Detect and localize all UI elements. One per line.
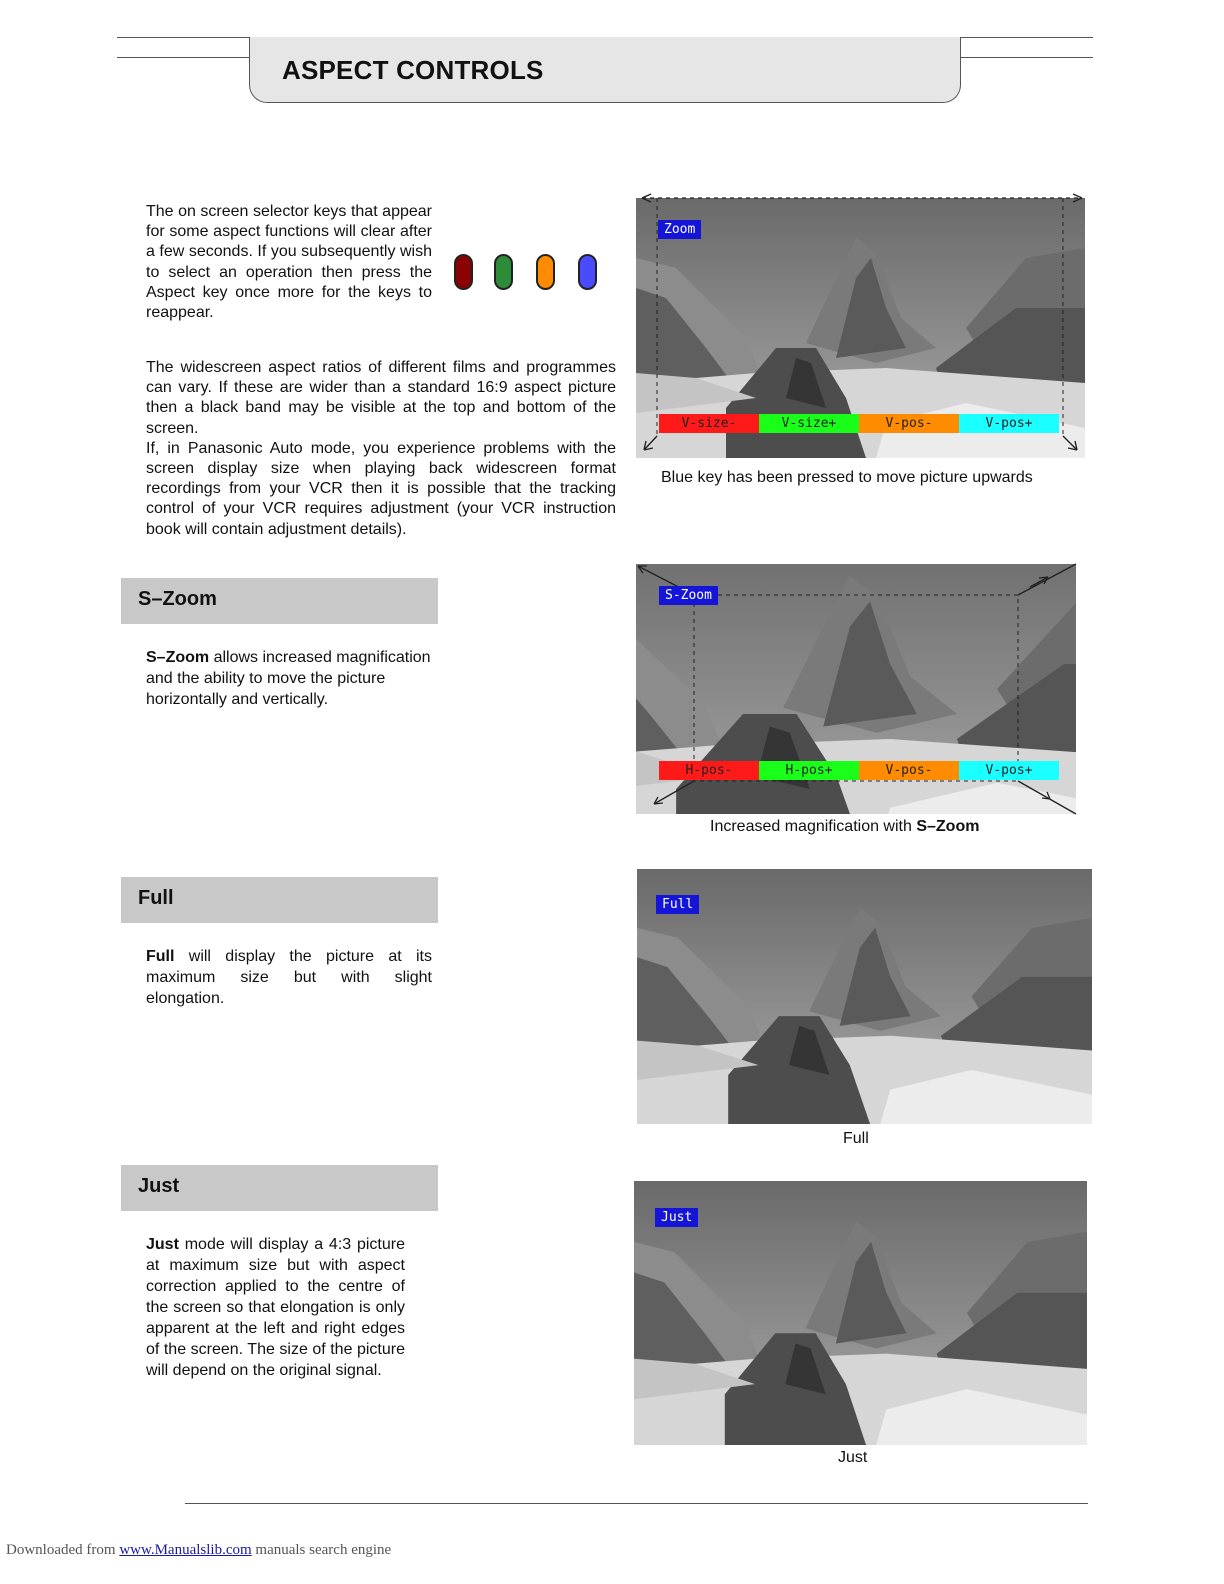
footer-suffix: manuals search engine xyxy=(251,1542,392,1558)
full-heading: Full xyxy=(138,887,174,909)
header-rule-right-lower xyxy=(961,57,1093,58)
just-picture xyxy=(634,1181,1087,1445)
osd-button-h-pos-plus[interactable]: H-pos+ xyxy=(759,761,859,780)
full-picture xyxy=(637,869,1092,1124)
widescreen-paragraph-2: If, in Panasonic Auto mode, you experience problems with the screen display size when playing back widescreen format recordings from your VCR then it is possible that the tracking control of your VCR requires adjustment (your VCR instruction book will contain adjustment details). xyxy=(146,439,616,538)
szoom-heading: S–Zoom xyxy=(138,588,217,610)
szoom-caption-prefix: Increased magnification with xyxy=(710,818,917,835)
szoom-heading-bar xyxy=(121,578,438,624)
green-key-icon xyxy=(494,254,513,290)
full-bold: Full xyxy=(146,948,175,965)
manualslib-link[interactable]: www.Manualslib.com xyxy=(119,1542,252,1558)
szoom-mode-tag: S-Zoom xyxy=(659,586,718,605)
full-caption: Full xyxy=(843,1130,869,1147)
red-key-icon xyxy=(454,254,473,290)
just-text xyxy=(146,1234,405,1381)
osd-button-v-pos-plus[interactable]: V-pos+ xyxy=(959,761,1059,780)
zoom-mode-tag: Zoom xyxy=(658,220,701,239)
szoom-caption-bold: S–Zoom xyxy=(916,818,980,835)
szoom-bold: S–Zoom xyxy=(146,649,210,666)
full-mode-tag: Full xyxy=(656,895,699,914)
zoom-caption: Blue key has been pressed to move picture upwards xyxy=(661,469,1033,486)
szoom-caption xyxy=(710,817,979,837)
yellow-key-icon xyxy=(536,254,555,290)
selector-keys-text xyxy=(146,202,432,323)
download-footer xyxy=(6,1542,391,1559)
just-mode-tag: Just xyxy=(655,1208,698,1227)
osd-button-h-pos-minus[interactable]: H-pos- xyxy=(659,761,759,780)
full-description: will display the picture at its maximum size but with slight elongation. xyxy=(146,948,432,1007)
just-description: mode will display a 4:3 picture at maximum size but with aspect correction applied to the centre of the screen so that elongation is only apparent at the left and right edges of the screen. The size of the picture will depend on the original signal. xyxy=(146,1236,405,1379)
szoom-osd-buttons xyxy=(659,761,1059,780)
header-rule-left-lower xyxy=(117,57,249,58)
szoom-description: allows increased magnification and the ability to move the picture horizontally and vertically. xyxy=(146,649,431,708)
osd-button-v-pos-minus[interactable]: V-pos- xyxy=(859,761,959,780)
widescreen-text xyxy=(146,358,616,540)
widescreen-paragraph-1: The widescreen aspect ratios of different films and programmes can vary. If these are wider than a standard 16:9 aspect picture then a black band may be visible at the top and bottom of the screen. xyxy=(146,359,616,437)
osd-button-v-pos-minus[interactable]: V-pos- xyxy=(859,414,959,433)
szoom-text xyxy=(146,647,446,710)
just-caption: Just xyxy=(838,1449,868,1466)
osd-button-v-size-minus[interactable]: V-size- xyxy=(659,414,759,433)
mountain-image xyxy=(634,1181,1087,1445)
just-bold: Just xyxy=(146,1236,179,1253)
just-heading-bar xyxy=(121,1165,438,1211)
footer-prefix: Downloaded from xyxy=(6,1542,120,1558)
just-heading: Just xyxy=(138,1175,180,1197)
header-rule-left xyxy=(117,37,249,38)
full-heading-bar xyxy=(121,877,438,923)
osd-button-v-pos-plus[interactable]: V-pos+ xyxy=(959,414,1059,433)
zoom-osd-buttons xyxy=(659,414,1059,433)
osd-button-v-size-plus[interactable]: V-size+ xyxy=(759,414,859,433)
mountain-image xyxy=(637,869,1092,1124)
full-text xyxy=(146,946,432,1009)
page-title: ASPECT CONTROLS xyxy=(282,55,544,85)
selector-keys-paragraph: The on screen selector keys that appear for some aspect functions will clear after a few seconds. If you subsequently wish to select an operation then press the Aspect key once more for the keys to reappear. xyxy=(146,203,432,322)
bottom-rule xyxy=(185,1503,1088,1504)
blue-key-icon xyxy=(578,254,597,290)
header-rule-right xyxy=(961,37,1093,38)
